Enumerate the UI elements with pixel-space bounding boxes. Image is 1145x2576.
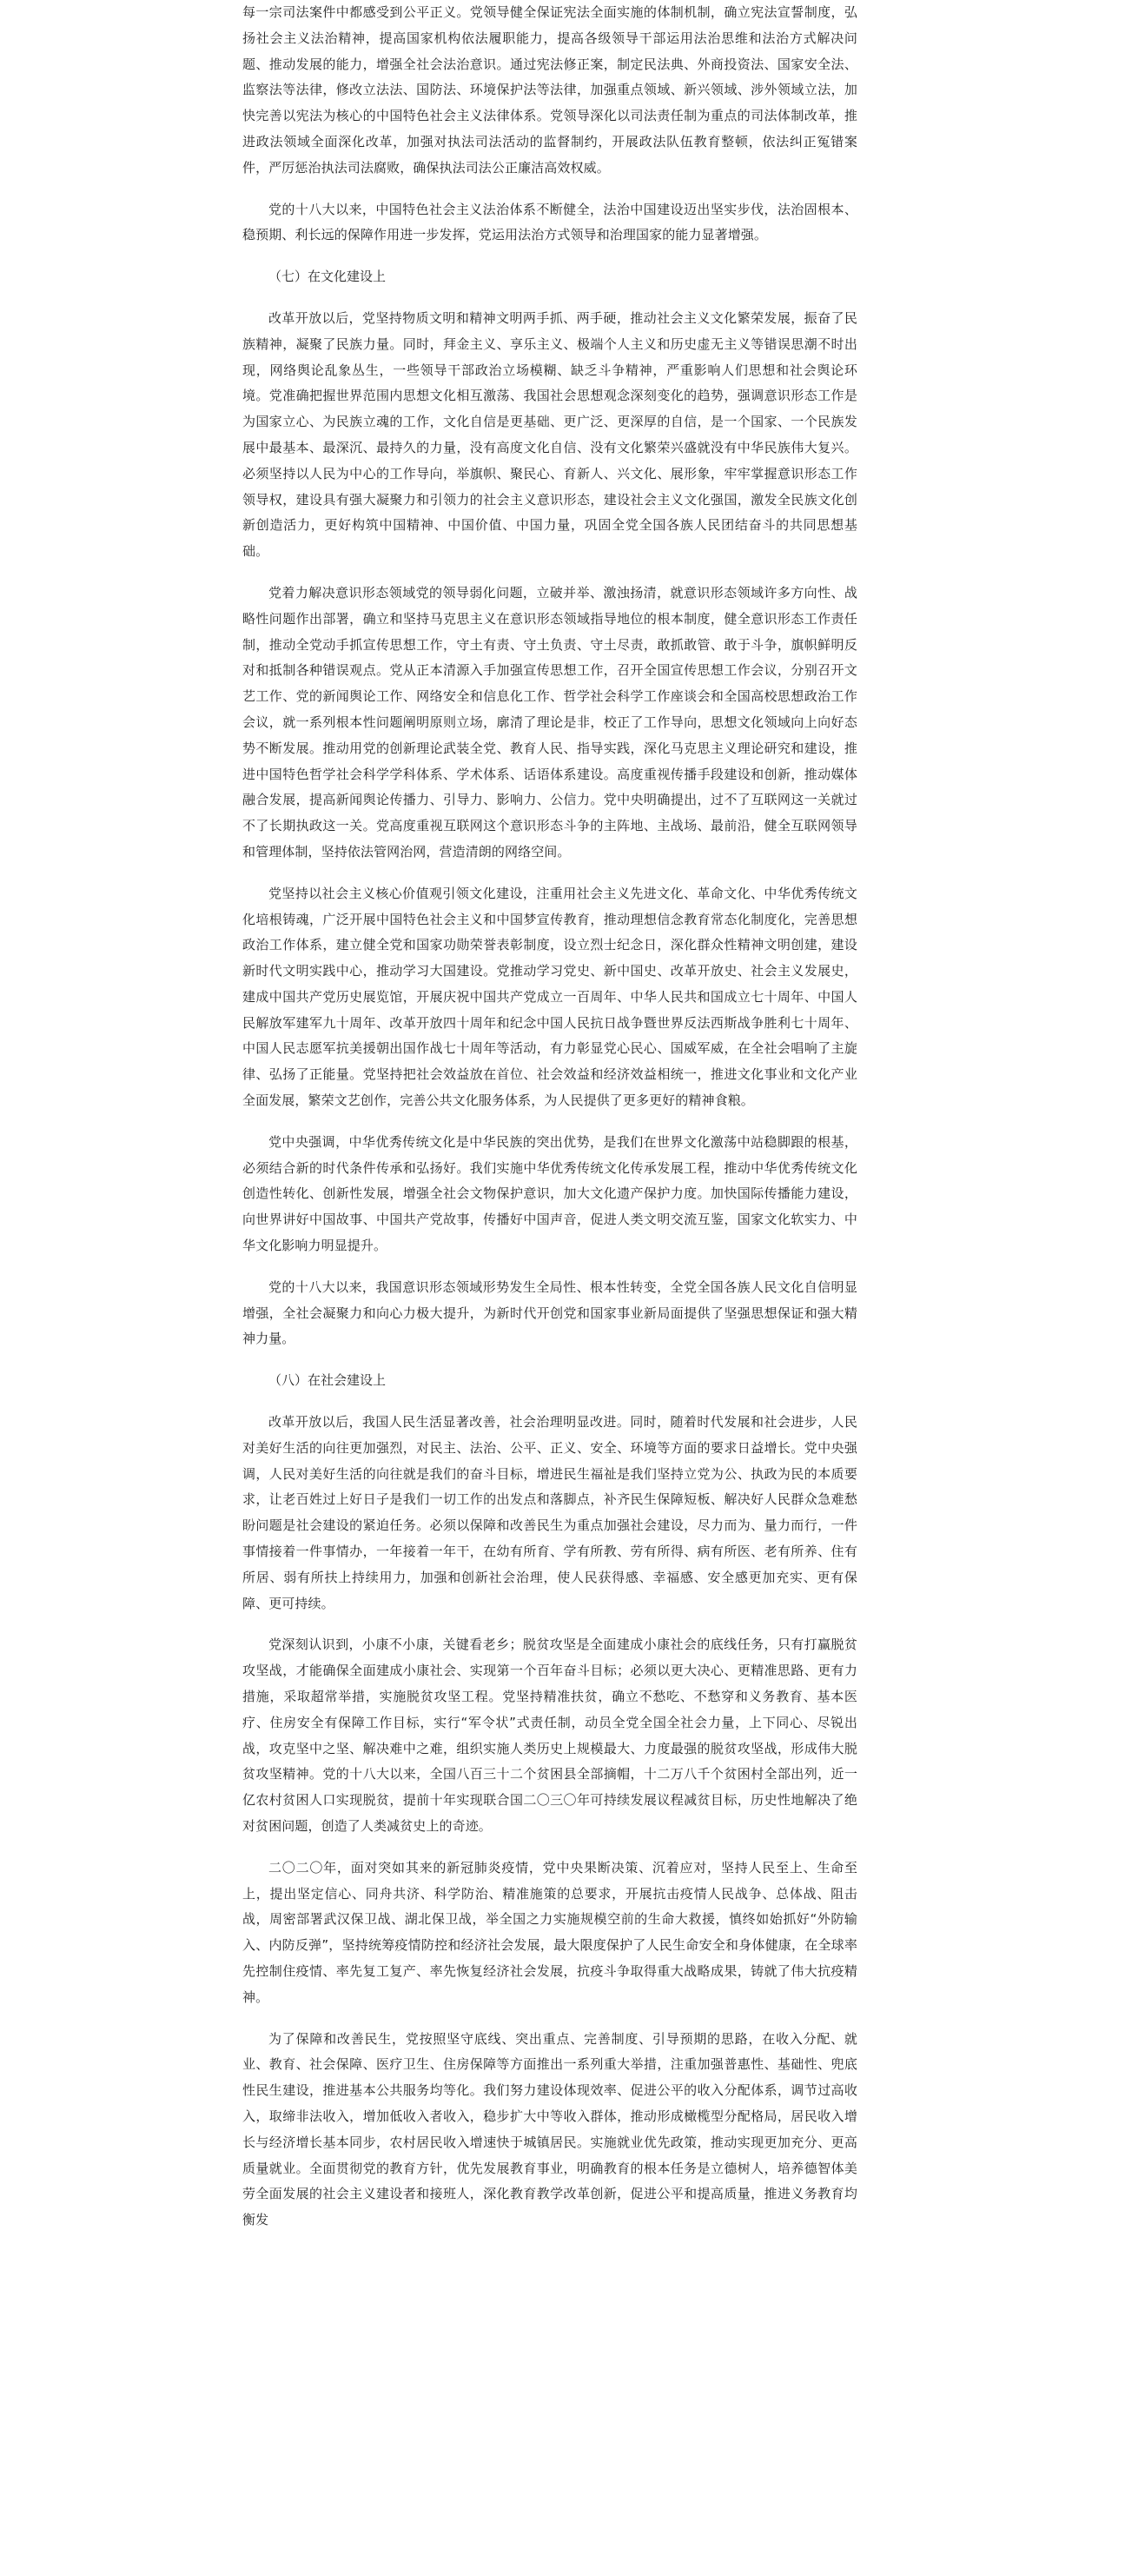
paragraph: 党着力解决意识形态领域党的领导弱化问题，立破并举、激浊扬清，就意识形态领域许多方向性、战略性问题作出部署，确立和坚持马克思主义在意识形态领域指导地位的根本制度，健全意识形态工作责任制，推动全党动手抓宣传思想工作，守土有责、守土负责、守土尽责，敢抓敢管、敢于斗争，旗帜鲜明反对和抵制各种错误观点。党从正本清源入手加强宣传思想工作，召开全国宣传思想工作会议，分别召开文艺工作、党的新闻舆论工作、网络安全和信息化工作、哲学社会科学工作座谈会和全国高校思想政治工作会议，就一系列根本性问题阐明原则立场，廓清了理论是非，校正了工作导向，思想文化领域向上向好态势不断发展。推动用党的创新理论武装全党、教育人民、指导实践，深化马克思主义理论研究和建设，推进中国特色哲学社会科学学科体系、学术体系、话语体系建设。高度重视传播手段建设和创新，推动媒体融合发展，提高新闻舆论传播力、引导力、影响力、公信力。党中央明确提出，过不了互联网这一关就过不了长期执政这一关。党高度重视互联网这个意识形态斗争的主阵地、主战场、最前沿，健全互联网领导和管理体制，坚持依法管网治网，营造清朗的网络空间。 [242, 584, 857, 860]
paragraph: 党深刻认识到，小康不小康，关键看老乡；脱贫攻坚是全面建成小康社会的底线任务，只有打赢脱贫攻坚战，才能确保全面建成小康社会、实现第一个百年奋斗目标；必须以更大决心、更精准思路、更有力措施，采取超常举措，实施脱贫攻坚工程。党坚持精准扶贫，确立不愁吃、不愁穿和义务教育、基本医疗、住房安全有保障工作目标，实行“军令状”式责任制，动员全党全国全社会力量，上下同心、尽锐出战，攻克坚中之坚、解决难中之难，组织实施人类历史上规模最大、力度最强的脱贫攻坚战，形成伟大脱贫攻坚精神。党的十八大以来，全国八百三十二个贫困县全部摘帽，十二万八千个贫困村全部出列，近一亿农村贫困人口实现脱贫，提前十年实现联合国二〇三〇年可持续发展议程减贫目标，历史性地解决了绝对贫困问题，创造了人类减贫史上的奇迹。 [242, 1637, 857, 1834]
paragraph: 党的十八大以来，中国特色社会主义法治体系不断健全，法治中国建设迈出坚实步伐，法治固根本、稳预期、利长远的保障作用进一步发挥，党运用法治方式领导和治理国家的能力显著增强。 [242, 201, 857, 243]
paragraph: 二〇二〇年，面对突如其来的新冠肺炎疫情，党中央果断决策、沉着应对，坚持人民至上、生命至上，提出坚定信心、同舟共济、科学防治、精准施策的总要求，开展抗击疫情人民战争、总体战、阻击战，周密部署武汉保卫战、湖北保卫战，举全国之力实施规模空前的生命大救援，慎终如始抓好“外防输入、内防反弹”，坚持统筹疫情防控和经济社会发展，最大限度保护了人民生命安全和身体健康，在全球率先控制住疫情、率先复工复产、率先恢复经济社会发展，抗疫斗争取得重大战略成果，铸就了伟大抗疫精神。 [242, 1859, 857, 2005]
paragraph: 党坚持以社会主义核心价值观引领文化建设，注重用社会主义先进文化、革命文化、中华优秀传统文化培根铸魂，广泛开展中国特色社会主义和中国梦宣传教育，推动理想信念教育常态化制度化，完善思想政治工作体系，建立健全党和国家功勋荣誉表彰制度，设立烈士纪念日，深化群众性精神文明创建，建设新时代文明实践中心，推动学习大国建设。党推动学习党史、新中国史、改革开放史、社会主义发展史，建成中国共产党历史展览馆，开展庆祝中国共产党成立一百周年、中华人民共和国成立七十周年、中国人民解放军建军九十周年、改革开放四十周年和纪念中国人民抗日战争暨世界反法西斯战争胜利七十周年、中国人民志愿军抗美援朝出国作战七十周年等活动，有力彰显党心民心、国威军威，在全社会唱响了主旋律、弘扬了正能量。党坚持把社会效益放在首位、社会效益和经济效益相统一，推进文化事业和文化产业全面发展，繁荣文艺创作，完善公共文化服务体系，为人民提供了更多更好的精神食粮。 [242, 885, 857, 1109]
paragraph: 党的十八大以来，我国意识形态领域形势发生全局性、根本性转变，全党全国各族人民文化自信明显增强，全社会凝聚力和向心力极大提升，为新时代开创党和国家事业新局面提供了坚强思想保证和强大精神力量。 [242, 1278, 857, 1347]
paragraph: 改革开放以后，我国人民生活显著改善，社会治理明显改进。同时，随着时代发展和社会进步，人民对美好生活的向往更加强烈，对民主、法治、公平、正义、安全、环境等方面的要求日益增长。党中央强调，人民对美好生活的向往就是我们的奋斗目标，增进民生福祉是我们坚持立党为公、执政为民的本质要求，让老百姓过上好日子是我们一切工作的出发点和落脚点，补齐民生保障短板、解决好人民群众急难愁盼问题是社会建设的紧迫任务。必须以保障和改善民生为重点加强社会建设，尽力而为、量力而行，一件事情接着一件事情办，一年接着一年干，在幼有所育、学有所教、劳有所得、病有所医、老有所养、住有所居、弱有所扶上持续用力，加强和创新社会治理，使人民获得感、幸福感、安全感更加充实、更有保障、更可持续。 [242, 1414, 857, 1611]
paragraph: 改革开放以后，党坚持物质文明和精神文明两手抓、两手硬，推动社会主义文化繁荣发展，振奋了民族精神，凝聚了民族力量。同时，拜金主义、享乐主义、极端个人主义和历史虚无主义等错误思潮不时出现，网络舆论乱象丛生，一些领导干部政治立场模糊、缺乏斗争精神，严重影响人们思想和社会舆论环境。党准确把握世界范围内思想文化相互激荡、我国社会思想观念深刻变化的趋势，强调意识形态工作是为国家立心、为民族立魂的工作，文化自信是更基础、更广泛、更深厚的自信，是一个国家、一个民族发展中最基本、最深沉、最持久的力量，没有高度文化自信、没有文化繁荣兴盛就没有中华民族伟大复兴。必须坚持以人民为中心的工作导向，举旗帜、聚民心、育新人、兴文化、展形象，牢牢掌握意识形态工作领导权，建设具有强大凝聚力和引领力的社会主义意识形态，建设社会主义文化强国，激发全民族文化创新创造活力，更好构筑中国精神、中国价值、中国力量，巩固全党全国各族人民团结奋斗的共同思想基础。 [242, 309, 857, 560]
section-heading-society: （八）在社会建设上 [268, 1372, 387, 1389]
section-heading-culture: （七）在文化建设上 [268, 269, 387, 285]
paragraph: 为了保障和改善民生，党按照坚守底线、突出重点、完善制度、引导预期的思路，在收入分配、就业、教育、社会保障、医疗卫生、住房保障等方面推出一系列重大举措，注重加强普惠性、基础性、兜底性民生建设，推进基本公共服务均等化。我们努力建设体现效率、促进公平的收入分配体系，调节过高收入，取缔非法收入，增加低收入者收入，稳步扩大中等收入群体，推动形成橄榄型分配格局，居民收入增长与经济增长基本同步，农村居民收入增速快于城镇居民。实施就业优先政策，推动实现更加充分、更高质量就业。全面贯彻党的教育方针，优先发展教育事业，明确教育的根本任务是立德树人，培养德智体美劳全面发展的社会主义建设者和接班人，深化教育教学改革创新，促进公平和提高质量，推进义务教育均衡发 [242, 2030, 857, 2228]
paragraph: 每一宗司法案件中都感受到公平正义。党领导健全保证宪法全面实施的体制机制，确立宪法宣誓制度，弘扬社会主义法治精神，提高国家机构依法履职能力，提高各级领导干部运用法治思维和法治方式解决问题、推动发展的能力，增强全社会法治意识。通过宪法修正案，制定民法典、外商投资法、国家安全法、监察法等法律，修改立法法、国防法、环境保护法等法律，加强重点领域、新兴领域、涉外领域立法，加快完善以宪法为核心的中国特色社会主义法律体系。党领导深化以司法责任制为重点的司法体制改革，推进政法领域全面深化改革，加强对执法司法活动的监督制约，开展政法队伍教育整顿，依法纠正冤错案件，严厉惩治执法司法腐败，确保执法司法公正廉洁高效权威。 [242, 4, 857, 176]
document-body [242, 0, 857, 2234]
paragraph: 党中央强调，中华优秀传统文化是中华民族的突出优势，是我们在世界文化激荡中站稳脚跟的根基，必须结合新的时代条件传承和弘扬好。我们实施中华优秀传统文化传承发展工程，推动中华优秀传统文化创造性转化、创新性发展，增强全社会文物保护意识，加大文化遗产保护力度。加快国际传播能力建设，向世界讲好中国故事、中国共产党故事，传播好中国声音，促进人类文明交流互鉴，国家文化软实力、中华文化影响力明显提升。 [242, 1133, 857, 1254]
